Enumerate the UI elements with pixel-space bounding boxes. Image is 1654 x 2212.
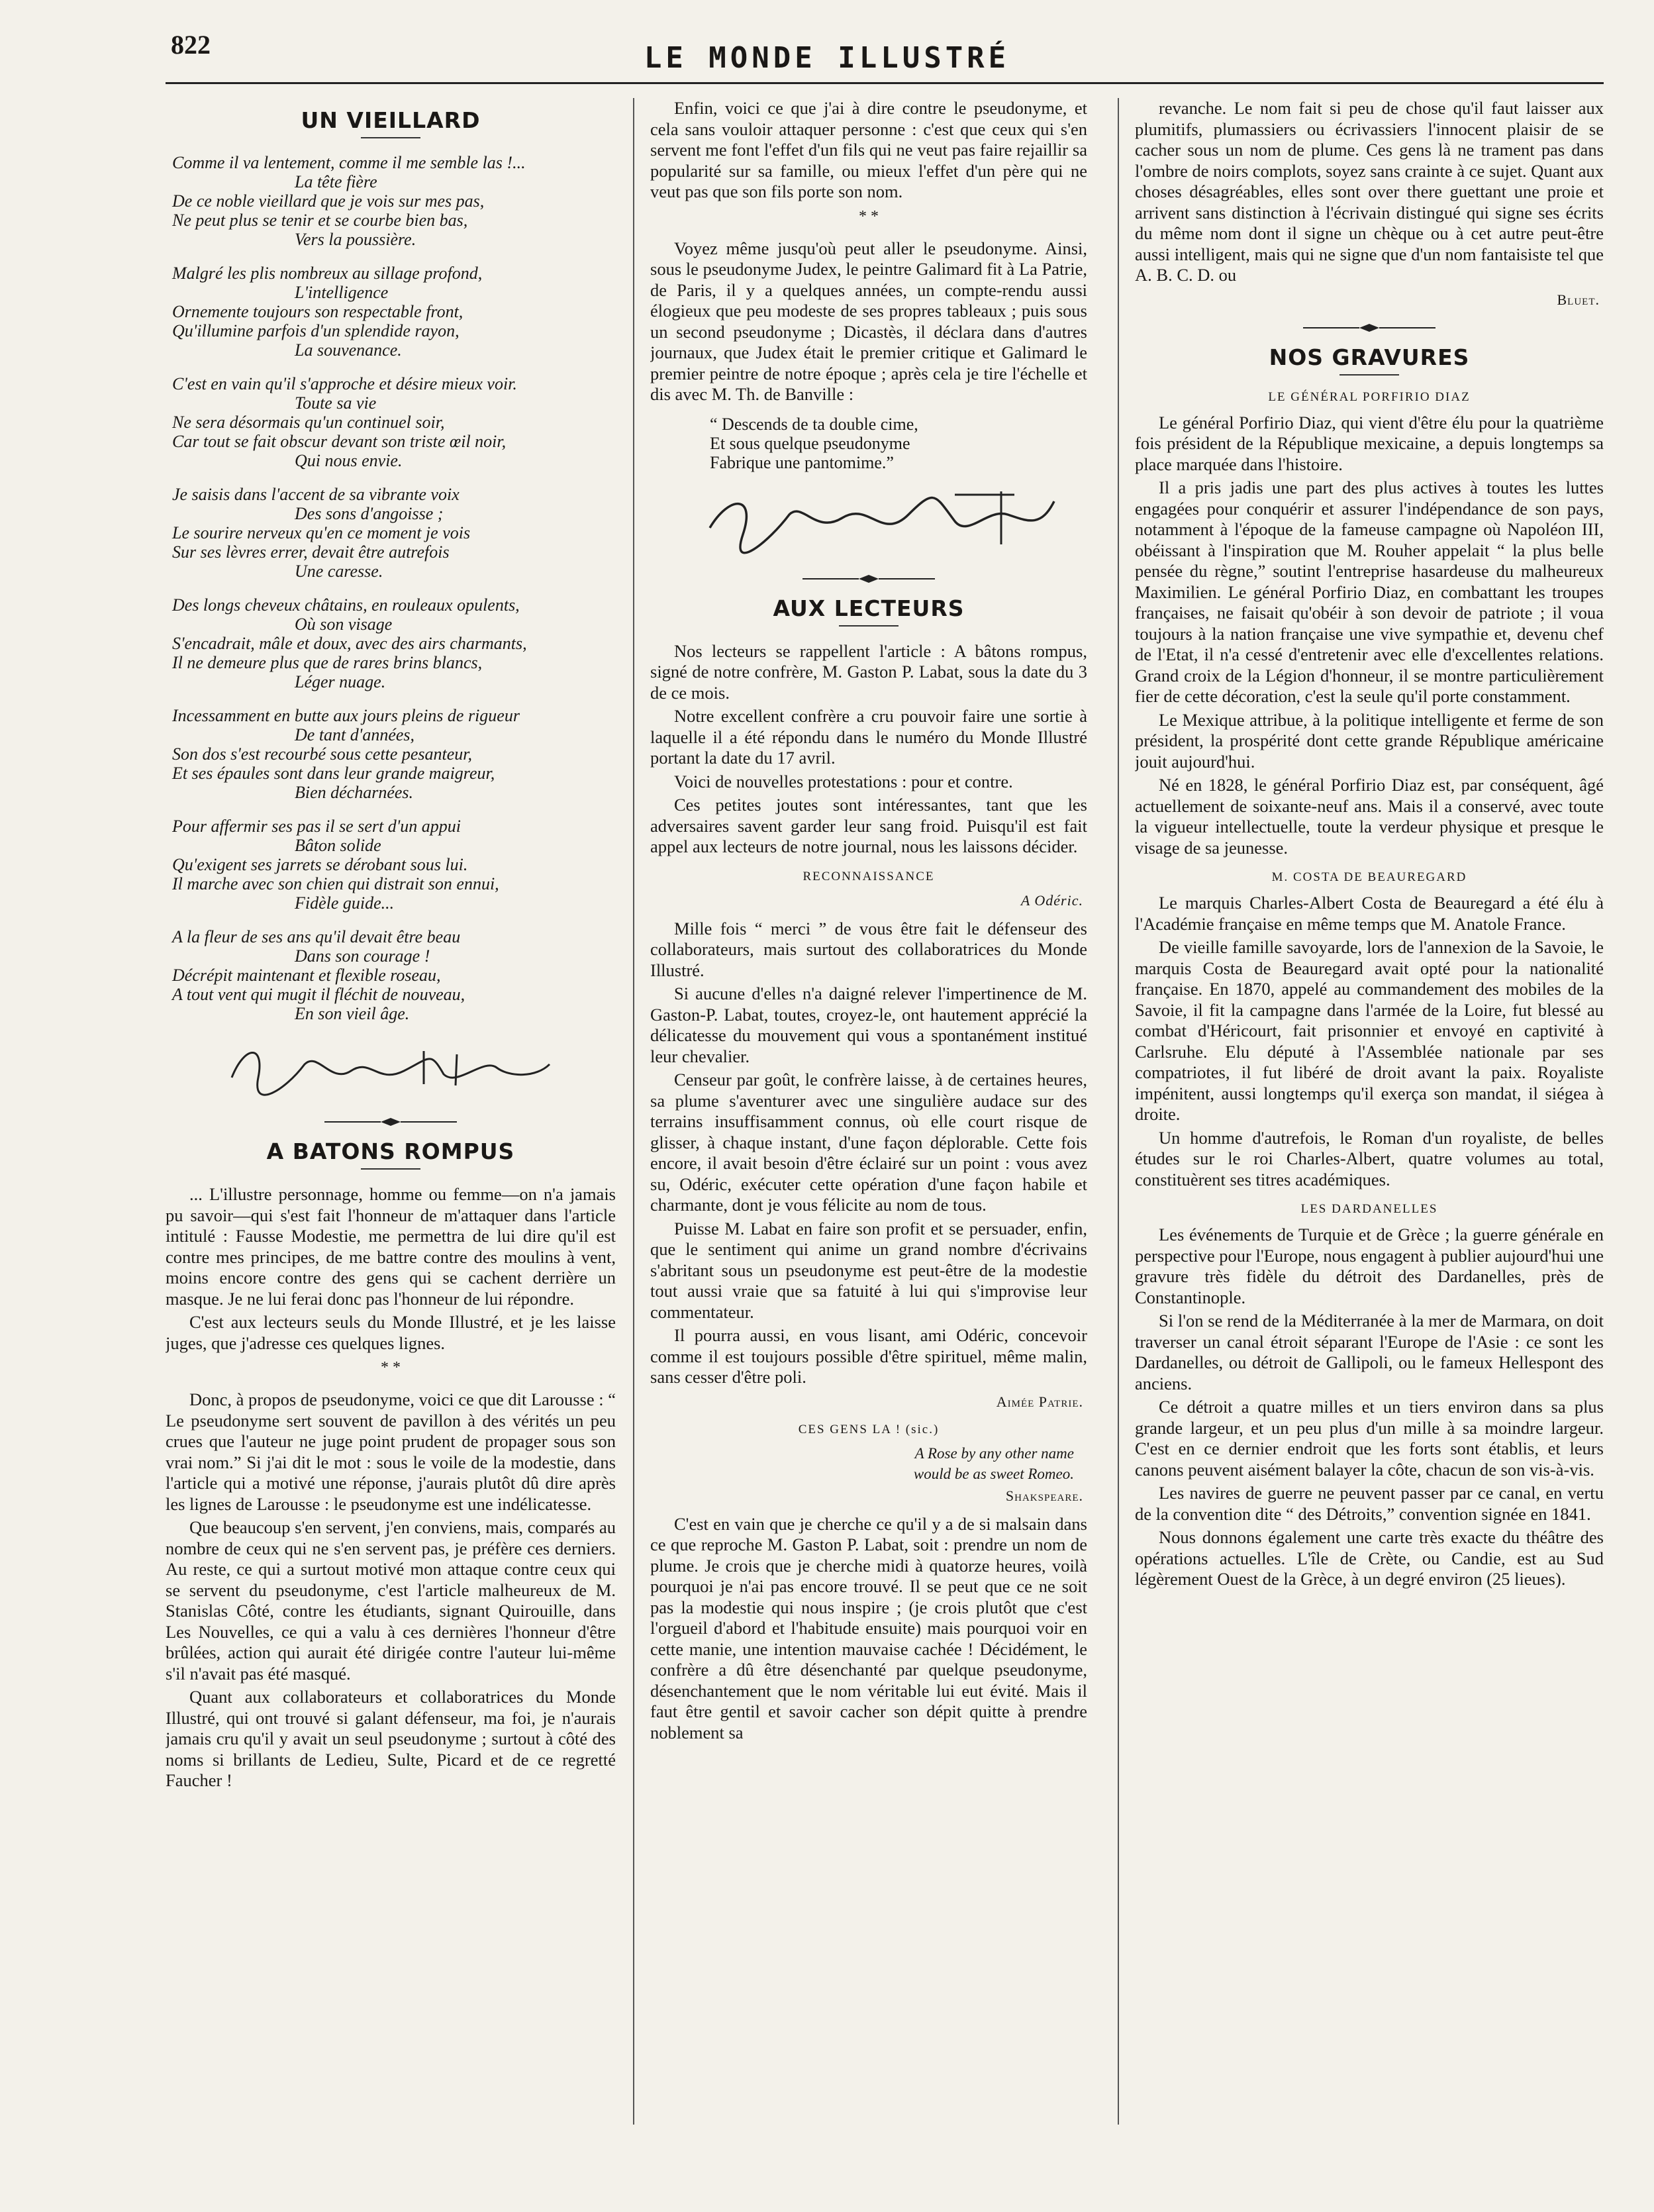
paragraph: Nous donnons également une carte très exacte du théâtre des opérations actuelles. L'île de Crète, ou Candie, est au Sud légèrement Ouest de la Grèce, à un degré environ (25 lieues). xyxy=(1135,1527,1604,1589)
verse-line: La souvenance. xyxy=(295,340,402,360)
verse-line: Sur ses lèvres errer, devait être autrefois xyxy=(172,542,450,562)
article-body xyxy=(650,238,1087,405)
article-body xyxy=(650,98,1087,203)
paragraph: Il pourra aussi, en vous lisant, ami Odéric, concevoir comme il est toujours possible d'être spirituel, même malin, sans cesser d'être poli. xyxy=(650,1325,1087,1387)
paragraph: Que beaucoup s'en servent, j'en conviens, mais, comparés au nombre de ceux qui ne s'en servent pas, je préfère ces derniers. Au reste, ce qui a surtout motivé mon attaque contre ceux qui se servent du pseudonyme, c'est l'article malheureux de M. Stanislas Côté, contre les étudiants, signant Quirouille, dans Les Nouvelles, ce qui a valu à ces dernières l'honneur d'être brûlées, action qui aurait été dirigée contre l'auteur lui-même s'il n'avait pas été masqué. xyxy=(166,1517,616,1684)
paragraph: Mille fois “ merci ” de vous être fait le défenseur des collaborateurs, mais surtout des collaboratrices du Monde Illustré. xyxy=(650,918,1087,980)
verse-line: Léger nuage. xyxy=(295,672,386,691)
paragraph: Donc, à propos de pseudonyme, voici ce que dit Larousse : “ Le pseudonyme sert souvent de pavillon à des vérités un peu crues que l'auteur ne juge point prudent de propager sous son vrai nom.” Si j'ai dit le mot : sous le voile de la modestie, dans l'article qui a motivé une réponse, j'aurais plutôt dû dire après les lignes de Larousse : le pseudonyme est une indélicatesse. xyxy=(166,1389,616,1514)
ornament-divider xyxy=(324,1117,457,1127)
signature-labat xyxy=(670,481,1067,554)
paragraph: Il a pris jadis une part des plus actives à toutes les luttes engagées pour conquérir et assurer l'indépendance de son pays, notamment à l'époque de la fameuse campagne où Napoléon III, obéissant à l'inspiration que M. Rouher appelait “ la plus belle pensée du règne,” soutint l'entreprise hasardeuse du malheureux Maximilien. Le général Porfirio Diaz, en combattant les troupes françaises, ne faisait qu'obéir à son devoir de patriote ; il voua toujours à la nation française une vive sympathie et, devenu chef de l'Etat, il n'a cessé d'entretenir avec elle d'excellentes relations. Grand croix de la Légion d'honneur, il se montre particulièrement fier de cette décoration, c'est la seule qu'il porte constamment. xyxy=(1135,478,1604,706)
section-stars: * * xyxy=(859,207,879,225)
paragraph: Si aucune d'elles n'a daigné relever l'impertinence de M. Gaston-P. Labat, toutes, croyez-le, ont hautement apprécié la délicatesse du mouvement qui vous a spontanément institué leur chevalier. xyxy=(650,983,1087,1066)
text-line: would be as sweet Romeo. xyxy=(913,1465,1074,1482)
subheading-ces-gens-la: CES GENS LA ! (sic.) xyxy=(798,1422,940,1436)
verse-line: Des longs cheveux châtains, en rouleaux opulents, xyxy=(172,595,520,615)
article-body xyxy=(1135,893,1604,1190)
verse-line: Bien décharnées. xyxy=(295,783,414,802)
page-number: 822 xyxy=(171,30,211,60)
verse-line: Décrépit maintenant et flexible roseau, xyxy=(172,966,441,985)
signature-augustin xyxy=(205,1038,576,1097)
column-divider xyxy=(633,98,634,2125)
article-body xyxy=(1135,1225,1604,1590)
column-3 xyxy=(1135,98,1604,2144)
article-body xyxy=(650,919,1087,1388)
byline-patrie: Aimée Patrie. xyxy=(996,1393,1083,1410)
subheading-reconnaissance: RECONNAISSANCE xyxy=(803,869,935,883)
paragraph: Notre excellent confrère a cru pouvoir faire une sortie à laquelle il a été répondu dans le numéro du Monde Illustré portant la date du 17 avril. xyxy=(650,706,1087,768)
poem-stanza xyxy=(172,595,616,691)
paragraph: Le Mexique attribue, à la politique intelligente et ferme de son président, la prospérité dont cette grande République américaine jouit aujourd'hui. xyxy=(1135,709,1604,772)
paragraph: Voyez même jusqu'où peut aller le pseudonyme. Ainsi, sous le pseudonyme Judex, le peintre Galimard fit à La Patrie, de Paris, il y a quelques années, un compte-rendu aussi élogieux que peu modeste de ses propres tableaux ; puis sous un second pseudonyme ; Dicastès, il déclara dans d'autres journaux, que Judex était le premier critique et Galimard le premier peintre de notre époque ; après cela je tire l'échelle et dis avec M. Th. de Banville : xyxy=(650,238,1087,404)
title-rule xyxy=(361,1168,420,1170)
paragraph: ... L'illustre personnage, homme ou femme—on n'a jamais pu savoir—qui s'est fait l'honneur de m'attaquer dans l'article intitulé : Fausse Modestie, me permettra de lui dire qu'il est contre mes principes, de me battre contre des moulins à vent, moins encore contre des gens qui se cachent derrière un masque. Je ne lui ferai donc pas l'honneur de lui répondre. xyxy=(166,1184,616,1309)
verse-line: C'est en vain qu'il s'approche et désire mieux voir. xyxy=(172,374,517,393)
article-body xyxy=(650,1514,1087,1744)
verse-line: Car tout se fait obscur devant son triste œil noir, xyxy=(172,432,507,451)
article-body xyxy=(166,1184,616,1354)
paragraph: Si l'on se rend de la Méditerranée à la mer de Marmara, on doit traverser un canal étroit séparant l'Europe de l'Asie : ce sont les Dardanelles, ou détroit de Gallipoli, ou le fameux Hellespont des anciens. xyxy=(1135,1311,1604,1393)
paragraph: Nos lecteurs se rappellent l'article : A bâtons rompus, signé de notre confrère, M. Gaston P. Labat, sous la date du 3 de ce mois. xyxy=(650,640,1087,703)
subheading-dardanelles: LES DARDANELLES xyxy=(1300,1202,1438,1216)
verse-line: Qu'exigent ses jarrets se dérobant sous lui. xyxy=(172,855,468,874)
title-rule xyxy=(839,625,899,627)
epigraph-author: Shakspeare. xyxy=(1005,1487,1083,1504)
paragraph: Quant aux collaborateurs et collaboratrices du Monde Illustré, qui ont trouvé si galant défenseur, ma foi, je n'aurais jamais cru qu'il y avait un seul pseudonyme ; surtout à côté des noms si brillants de Ledieu, Sulte, Picard et de ce regretté Faucher ! xyxy=(166,1687,616,1790)
text-line: Fabrique une pantomime.” xyxy=(710,452,894,472)
paragraph: De vieille famille savoyarde, lors de l'annexion de la Savoie, le marquis Costa de Beauregard avait opté pour la nationalité française. En 1870, appelé au commandement des mobiles de la Savoie, il fit la campagne dans l'armée de la Loire, fut blessé au combat d'Héricourt, fait prisonnier et envoyé en captivité à Carlsruhe. Elu député à l'Assemblée nationale par ses compatriotes, il fut libéré de droit avant la paix. Royaliste impénitent, aussi longtemps qu'il exerça son mandat, il siégea à droite. xyxy=(1135,937,1604,1124)
article-body xyxy=(166,1389,616,1791)
verse-line: Bâton solide xyxy=(295,836,381,855)
paragraph: revanche. Le nom fait si peu de chose qu'il faut laisser aux plumitifs, plumassiers ou écrivassiers l'innocent plaisir de se cacher sous un nom de plume. Ces gens là ne trament pas dans l'ombre de noirs complots, soyez sans crainte à ce sujet. Quant aux choses désagréables, elles sont over there guettant une proie et arrivent sans distinction à l'écrivain distingué qui signe ses écrits du même nom dont il signe un chèque ou à cet autre peut-être aussi intelligent, mais qui ne signe que d'un nom fantaisiste tel que A. B. C. D. ou xyxy=(1135,98,1604,285)
verse-line: En son vieil âge. xyxy=(295,1004,410,1023)
epigraph xyxy=(650,1445,1087,1482)
verse-line: Vers la poussière. xyxy=(295,230,416,249)
article-title-batons: A BATONS ROMPUS xyxy=(266,1138,515,1164)
poem-stanza xyxy=(172,153,616,249)
article-body xyxy=(1135,413,1604,859)
verse-line: Comme il va lentement, comme il me semble las !... xyxy=(172,153,526,172)
paragraph: Le marquis Charles-Albert Costa de Beauregard a été élu à l'Académie française en même temps que M. Anatole France. xyxy=(1135,893,1604,934)
paragraph: Ce détroit a quatre milles et un tiers environ dans sa plus grande largeur, et un peu plus d'un mille à sa moindre largeur. C'est en ce dernier endroit que les forts sont établis, et leurs canons peuvent aisément balayer la côte, chacun de son vis-à-vis. xyxy=(1135,1397,1604,1480)
header-rule xyxy=(166,82,1604,84)
poem-stanza xyxy=(172,706,616,802)
paragraph: Enfin, voici ce que j'ai à dire contre le pseudonyme, et cela sans vouloir attaquer personne : c'est que ceux qui s'en servent me font l'effet d'un fils qui ne veut pas faire rejaillir sa popularité sur sa famille, ou mieux l'effet d'un père qui ne veut pas que son fils porte son nom. xyxy=(650,98,1087,201)
paragraph: C'est en vain que je cherche ce qu'il y a de si malsain dans ce que reproche M. Gaston P. Labat, soit : prendre un nom de plume. Je crois que je cherche midi à quatorze heures, voilà pourquoi je n'ai pas encore trouvé. Il se peut que ce ne soit pas la modestie qui nous inspire ; (je crois plutôt que c'est l'orgueil d'abord et l'habitude ensuite) mais pourquoi voir en cette manie, une intention mauvaise cachée ! Décidément, le confrère a dû être désenchanté par quelque pseudonyme, désenchantement que le nom véritable lui eut évité. Mais il faut être gentil et savoir cacher son dépit quitte à prendre noblement sa xyxy=(650,1513,1087,1742)
verse-line: Fidèle guide... xyxy=(295,893,395,913)
verse-line: A tout vent qui mugit il fléchit de nouveau, xyxy=(172,985,465,1004)
byline-bluet: Bluet. xyxy=(1557,291,1600,308)
verse-line: Et ses épaules sont dans leur grande maigreur, xyxy=(172,764,495,783)
paragraph: C'est aux lecteurs seuls du Monde Illustré, et je les laisse juges, que j'adresse ces quelques lignes. xyxy=(166,1312,616,1353)
verse-line: Une caresse. xyxy=(295,562,383,581)
poem-stanza xyxy=(172,485,616,581)
text-line: Et sous quelque pseudonyme xyxy=(710,433,910,453)
paragraph: Voici de nouvelles protestations : pour et contre. xyxy=(674,771,1013,791)
verse-line: Qu'illumine parfois d'un splendide rayon, xyxy=(172,321,460,340)
paragraph: Les navires de guerre ne peuvent passer par ce canal, en vertu de la convention dite “ des Détroits,” convention signée en 1841. xyxy=(1135,1483,1604,1524)
verse-line: Le sourire nerveux qu'en ce moment je vois xyxy=(172,523,471,542)
column-2 xyxy=(650,98,1087,2144)
verse-line: Je saisis dans l'accent de sa vibrante voix xyxy=(172,485,460,504)
poem-stanza xyxy=(172,927,616,1023)
verse-line: De ce noble vieillard que je vois sur mes pas, xyxy=(172,191,485,211)
ornament-divider xyxy=(803,574,935,583)
ornament-divider xyxy=(1303,323,1435,332)
verse-line: Il ne demeure plus que de rares brins blancs, xyxy=(172,653,483,672)
column-1 xyxy=(166,98,616,2144)
paragraph: Les événements de Turquie et de Grèce ; la guerre générale en perspective pour l'Europe, nous engagent à publier aujourd'hui une gravure très fidèle du détroit des Dardanelles, près de Constantinople. xyxy=(1135,1225,1604,1307)
article-body xyxy=(1135,98,1604,286)
text-line: “ Descends de ta double cime, xyxy=(710,414,918,434)
subheading-costa: M. COSTA DE BEAUREGARD xyxy=(1271,870,1467,884)
verse-line: S'encadrait, mâle et doux, avec des airs charmants, xyxy=(172,634,527,653)
verse-line: Toute sa vie xyxy=(295,393,377,413)
paragraph: Un homme d'autrefois, le Roman d'un royaliste, de belles études sur le roi Charles-Albert, quatre volumes au total, constituèrent ses titres académiques. xyxy=(1135,1127,1604,1189)
paragraph: Censeur par goût, le confrère laisse, à de certaines heures, sa plume s'aventurer avec une singulière audace sur des terrains insuffisamment connus, où elle court risque de glisser, à chaque instant, d'une façon déplorable. Cette fois encore, il avait besoin d'être éclairé sur un point : vous avez su, Odéric, exécuter cette opération d'une façon habile et charmante, dont je vous félicite au nom de tous. xyxy=(650,1070,1087,1215)
verse-line: Ne peut plus se tenir et se courbe bien bas, xyxy=(172,211,468,230)
section-stars: * * xyxy=(381,1359,401,1376)
paragraph: Le général Porfirio Diaz, qui vient d'être élu pour la quatrième fois président de la République mexicaine, a depuis longtemps sa place marquée dans l'histoire. xyxy=(1135,412,1604,474)
verse-line: L'intelligence xyxy=(295,283,389,302)
poem-stanza xyxy=(172,817,616,913)
subheading-diaz: LE GÉNÉRAL PORFIRIO DIAZ xyxy=(1268,389,1471,404)
title-rule xyxy=(1339,374,1399,376)
paragraph: Né en 1828, le général Porfirio Diaz est, par conséquent, âgé actuellement de soixante-neuf ans. Mais il a conservé, avec toute la vigueur intellectuelle, toute la verdeur physique et presque le visage de sa jeunesse. xyxy=(1135,775,1604,858)
verse-line: Des sons d'angoisse ; xyxy=(295,504,444,523)
verse-line: Son dos s'est recourbé sous cette pesanteur, xyxy=(172,744,473,764)
paragraph: Ces petites joutes sont intéressantes, tant que les adversaires savent garder leur sang froid. Puisqu'il est fait appel aux lecteurs de notre journal, nous les laissons décider. xyxy=(650,795,1087,856)
section-title-gravures: NOS GRAVURES xyxy=(1269,344,1470,370)
column-divider xyxy=(1118,98,1119,2125)
verse-line: Ornemente toujours son respectable front, xyxy=(172,302,463,321)
verse-line: Qui nous envie. xyxy=(295,451,403,470)
verse-line: La tête fière xyxy=(295,172,377,191)
poem-stanza xyxy=(172,374,616,470)
poem xyxy=(166,153,616,1023)
verse-line: A la fleur de ses ans qu'il devait être beau xyxy=(172,927,461,946)
article-body xyxy=(650,641,1087,858)
title-rule xyxy=(361,137,420,138)
verse-line: Où son visage xyxy=(295,615,393,634)
poem-stanza xyxy=(172,264,616,360)
banville-quote xyxy=(710,415,1087,472)
paragraph: Puisse M. Labat en faire son profit et se persuader, enfin, que le sentiment qui anime un grand nombre d'écrivains s'abritant sous un pseudonyme est peut-être de la modestie tout aussi vraie que sa fatuité à lui qui s'improvise leur commentateur. xyxy=(650,1218,1087,1322)
verse-line: Dans son courage ! xyxy=(295,946,430,966)
verse-line: Incessamment en butte aux jours pleins de rigueur xyxy=(172,706,520,725)
article-title-lecteurs: AUX LECTEURS xyxy=(773,595,965,621)
text-line: A Rose by any other name xyxy=(914,1444,1074,1462)
addressee: A Odéric. xyxy=(1020,891,1083,909)
masthead-title: LE MONDE ILLUSTRÉ xyxy=(644,41,1010,75)
verse-line: Pour affermir ses pas il se sert d'un appui xyxy=(172,817,462,836)
verse-line: Il marche avec son chien qui distrait son ennui, xyxy=(172,874,499,893)
verse-line: De tant d'années, xyxy=(295,725,415,744)
verse-line: Ne sera désormais qu'un continuel soir, xyxy=(172,413,445,432)
verse-line: Malgré les plis nombreux au sillage profond, xyxy=(172,264,483,283)
poem-title: UN VIEILLARD xyxy=(301,107,481,133)
